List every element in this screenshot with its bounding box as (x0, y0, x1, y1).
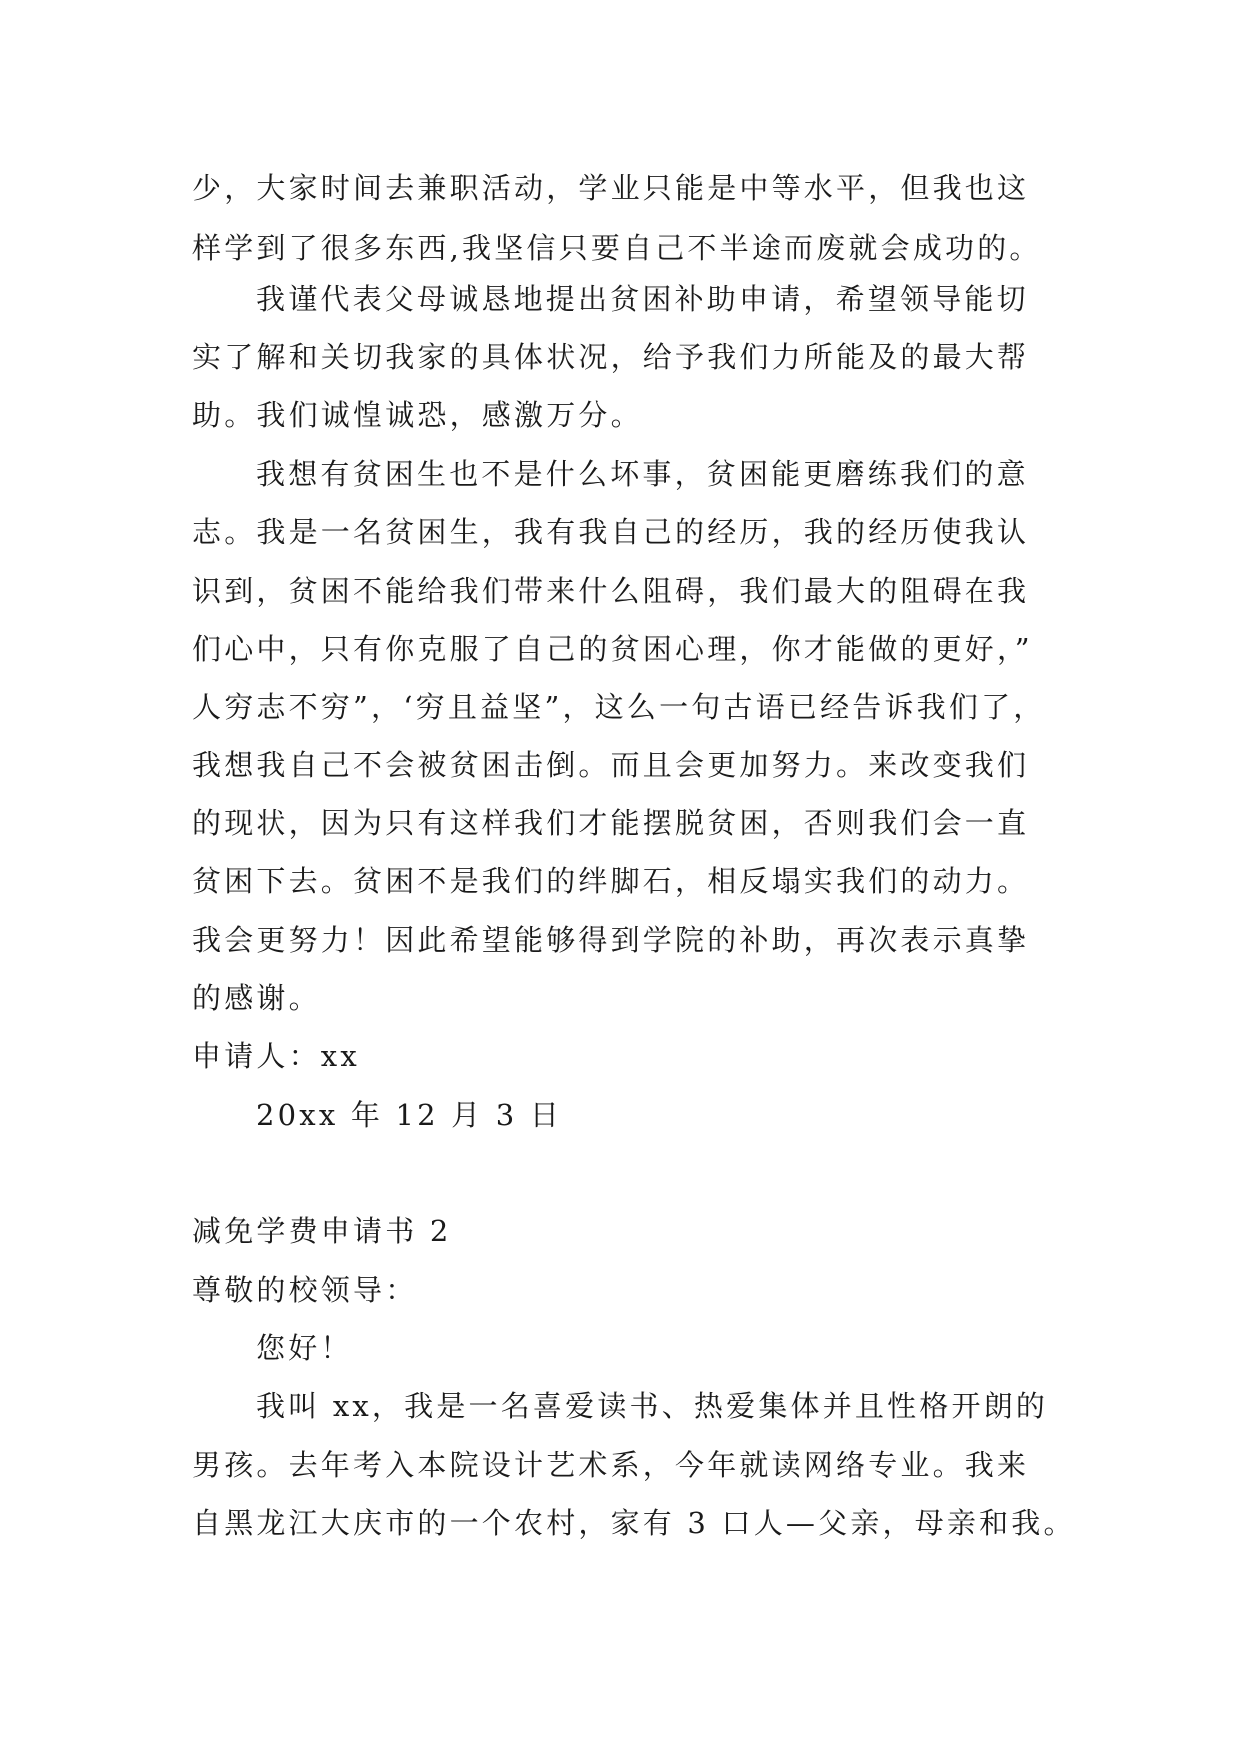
text-line: 识到，贫困不能给我们带来什么阻碍，我们最大的阻碍在我 (192, 574, 1030, 608)
text-line: 人穷志不穷”，‘穷且益坚”，这么一句古语已经告诉我们了， (192, 690, 1046, 724)
text-line: 实了解和关切我家的具体状况，给予我们力所能及的最大帮 (192, 340, 1030, 374)
text-line: 贫困下去。贫困不是我们的绊脚石，相反塌实我们的动力。 (192, 864, 1030, 898)
text-line: 我会更努力！因此希望能够得到学院的补助，再次表示真挚 (192, 923, 1030, 957)
applicant-line: 申请人：xx (192, 1039, 360, 1073)
greeting: 您好！ (256, 1331, 353, 1365)
text-line: 自黑龙江大庆市的一个农村，家有 3 口人—父亲，母亲和我。 (192, 1506, 1076, 1540)
text-line: 我叫 xx，我是一名喜爱读书、热爱集体并且性格开朗的 (256, 1389, 1049, 1423)
section-title: 减免学费申请书 2 (192, 1214, 452, 1248)
text-line: 样学到了很多东西,我坚信只要自己不半途而废就会成功的。 (192, 231, 1042, 265)
salutation: 尊敬的校领导： (192, 1273, 418, 1307)
text-line: 志。我是一名贫困生，我有我自己的经历，我的经历使我认 (192, 515, 1030, 549)
text-line: 助。我们诚惶诚恐，感激万分。 (192, 398, 643, 432)
text-line: 的感谢。 (192, 981, 321, 1015)
text-line: 的现状，因为只有这样我们才能摆脱贫困，否则我们会一直 (192, 806, 1030, 840)
text-line: 男孩。去年考入本院设计艺术系，今年就读网络专业。我来 (192, 1448, 1030, 1482)
text-line: 我谨代表父母诚恳地提出贫困补助申请，希望领导能切 (256, 282, 1029, 316)
date-line: 20xx 年 12 月 3 日 (256, 1098, 563, 1132)
text-line: 我想我自己不会被贫困击倒。而且会更加努力。来改变我们 (192, 748, 1030, 782)
text-line: 少，大家时间去兼职活动，学业只能是中等水平，但我也这 (192, 171, 1030, 205)
text-line: 我想有贫困生也不是什么坏事，贫困能更磨练我们的意 (256, 457, 1029, 491)
text-line: 们心中，只有你克服了自己的贫困心理，你才能做的更好，” (192, 632, 1033, 666)
